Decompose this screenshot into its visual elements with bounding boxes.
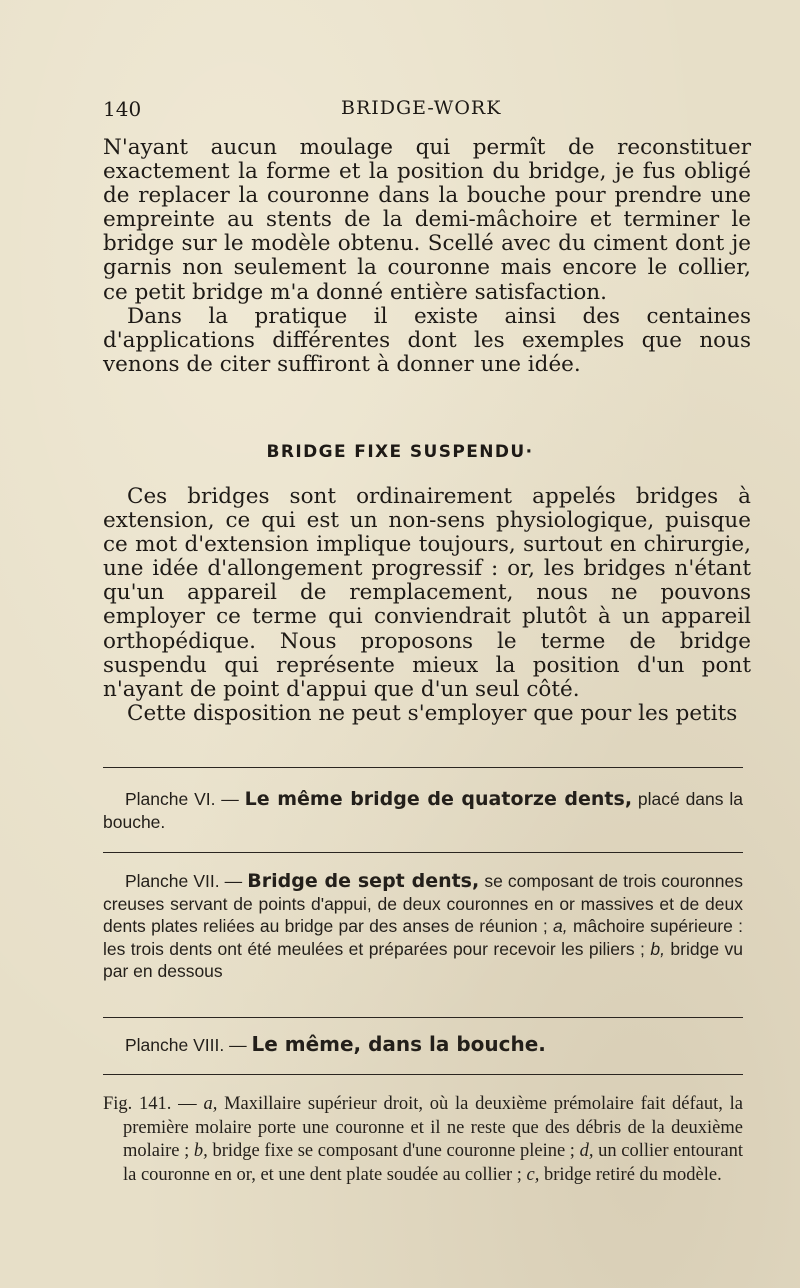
caption-letter: b, (650, 938, 665, 959)
figure-label: Fig. 141. — (103, 1094, 197, 1114)
body-text-top (103, 136, 751, 377)
caption-text: bridge vu par en dessous (103, 938, 743, 981)
running-title: BRIDGE-WORK (341, 97, 502, 119)
body-text-section (103, 485, 751, 726)
paragraph: Dans la pratique il existe ainsi des centaines d'applications différentes dont les exemples que nous venons de citer suffiront à donner une idée. (103, 303, 751, 377)
caption-label: Planche VIII. — (125, 1035, 247, 1055)
paragraph: N'ayant aucun moulage qui permît de reconstituer exactement la forme et la position du bridge, je fus obligé de replacer la couronne dans la bouche pour prendre une empreinte au stents de la demi-mâchoire et terminer le bridge sur le modèle obtenu. Scellé avec du ciment dont je garnis non seulement la couronne mais encore le collier, ce petit bridge m'a donné entière satisfaction. (103, 135, 751, 305)
caption-letter: a, (553, 916, 568, 936)
divider (103, 767, 743, 768)
caption-text: mâchoire supérieure : les trois dents ont été meulées et préparées pour recevoir les piliers ; (103, 916, 743, 959)
plate-caption-vii (103, 870, 743, 983)
divider (103, 852, 743, 853)
figure-caption (103, 1093, 743, 1187)
paragraph: Cette disposition ne peut s'employer que pour les petits (127, 700, 738, 726)
caption-bold: Le même bridge de quatorze dents, (244, 788, 633, 810)
figure-text: Maxillaire supérieur droit, où la deuxième prémolaire fait défaut, la première molaire porte une couronne et il ne reste que des débris de la deuxième molaire ; (123, 1094, 743, 1161)
divider (103, 1074, 743, 1075)
figure-letter: a, (203, 1094, 218, 1114)
page-header (103, 97, 753, 127)
caption-label: Planche VI. — (125, 789, 239, 809)
paragraph: Ces bridges sont ordinairement appelés bridges à extension, ce qui est un non-sens physiologique, puisque ce mot d'extension implique toujours, surtout en chirurgie, une idée d'allongement progressif : or, les bridges n'étant qu'un appareil de remplacement, nous ne pouvons employer ce terme qui conviendrait plutôt à un appareil orthopédique. Nous proposons le terme de bridge suspendu qui représente mieux la position d'un pont n'ayant de point d'appui que d'un seul côté. (103, 484, 751, 702)
figure-text: bridge fixe se composant d'une couronne pleine ; (212, 1141, 575, 1161)
figure-letter: d, (579, 1141, 594, 1161)
caption-bold: Bridge de sept dents, (247, 870, 480, 892)
plate-caption-vi (103, 788, 743, 833)
caption-bold: Le même, dans la bouche. (251, 1032, 546, 1056)
caption-label: Planche VII. — (125, 871, 243, 891)
section-title: BRIDGE FIXE SUSPENDU· (266, 442, 534, 462)
figure-text: bridge retiré du modèle. (544, 1164, 722, 1185)
figure-text: un collier entourant la couronne en or, et une dent plate soudée au collier ; (123, 1141, 743, 1185)
caption-text: se composant de trois couronnes creuses servant de points d'appui, de deux couronnes en or massives et de deux dents plates reliées au bridge par des anses de réunion ; (103, 871, 743, 936)
plate-caption-viii (103, 1033, 743, 1057)
figure-letter: c, (526, 1164, 540, 1185)
caption-text: placé dans la bouche. (103, 789, 743, 832)
figure-letter: b, (193, 1141, 208, 1161)
divider (103, 1017, 743, 1018)
page-number: 140 (103, 97, 142, 121)
